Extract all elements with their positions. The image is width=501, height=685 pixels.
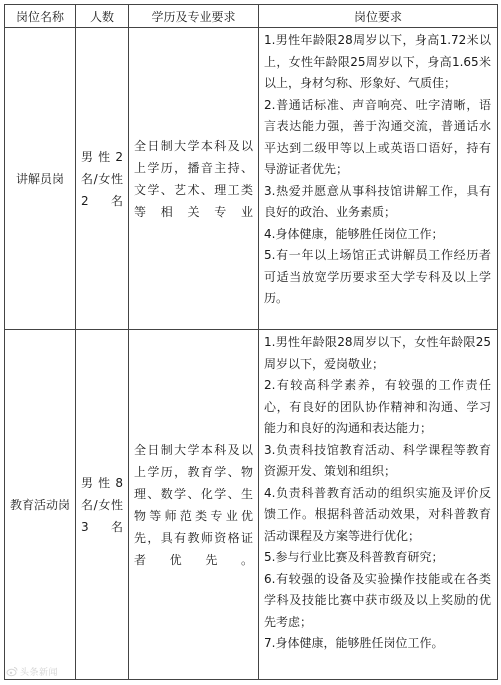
position-name: 教育活动岗 (5, 330, 76, 680)
job-requirements-table (4, 4, 498, 680)
headcount: 男性8名/女性3名 (76, 330, 129, 680)
table-row (5, 330, 498, 680)
header-headcount: 人数 (76, 5, 129, 28)
weibo-logo-icon (6, 665, 18, 677)
education-requirement: 全日制大学本科及以上学历，播音主持、文学、艺术、理工类等相关专业 (129, 28, 259, 330)
headcount: 男性2名/女性2名 (76, 28, 129, 330)
education-requirement: 全日制大学本科及以上学历，教育学、物理、数学、化学、生物等师范类专业优先，具有教师资格证者优先。 (129, 330, 259, 680)
header-position-name: 岗位名称 (5, 5, 76, 28)
requirement-item: 3.热爱并愿意从事科技馆讲解工作，具有良好的政治、业务素质； (264, 183, 491, 219)
header-requirements: 岗位要求 (259, 5, 498, 28)
table-header-row (5, 5, 498, 28)
position-requirements (259, 330, 498, 680)
position-requirements (259, 28, 498, 330)
requirement-item: 2.有较高科学素养，有较强的工作责任心，有良好的团队协作精神和沟通、学习能力和良好的沟通和表达能力； (264, 378, 491, 435)
requirement-item: 1.男性年龄限28周岁以下，女性年龄限25周岁以下，爱岗敬业； (264, 335, 491, 371)
requirement-item: 5.有一年以上场馆正式讲解员工作经历者可适当放宽学历要求至大学专科及以上学历。 (264, 248, 491, 305)
requirement-item: 5.参与行业比赛及科普教育研究； (264, 550, 444, 564)
requirement-item: 6.有较强的设备及实验操作技能或在各类学科及技能比赛中获市级及以上奖励的优先考虑； (264, 571, 491, 629)
position-name: 讲解员岗 (5, 28, 76, 330)
requirement-item: 1.男性年龄限28周岁以下，身高1.72米以上，女性年龄限25周岁以下，身高1.65米以上，身材匀称、形象好、气质佳； (264, 33, 491, 90)
watermark-text: 头条新闻 (20, 667, 59, 678)
requirement-item: 4.身体健康，能够胜任岗位工作； (264, 226, 444, 241)
requirement-item: 4.负责科普教育活动的组织实施及评价反馈工作。根据科普活动效果，对科普教育活动课程及方案等进行优化； (264, 485, 491, 543)
requirement-item: 2.普通话标准、声音响亮、吐字清晰，语言表达能力强，善于沟通交流，普通话水平达到二级甲等以上或英语口语好，持有导游证者优先； (264, 97, 491, 176)
requirement-item: 7.身体健康，能够胜任岗位工作。 (264, 636, 444, 650)
requirement-item: 3.负责科技馆教育活动、科学课程等教育资源开发、策划和组织； (264, 442, 491, 478)
table-row (5, 28, 498, 330)
header-education: 学历及专业要求 (129, 5, 259, 28)
watermark (6, 664, 58, 678)
